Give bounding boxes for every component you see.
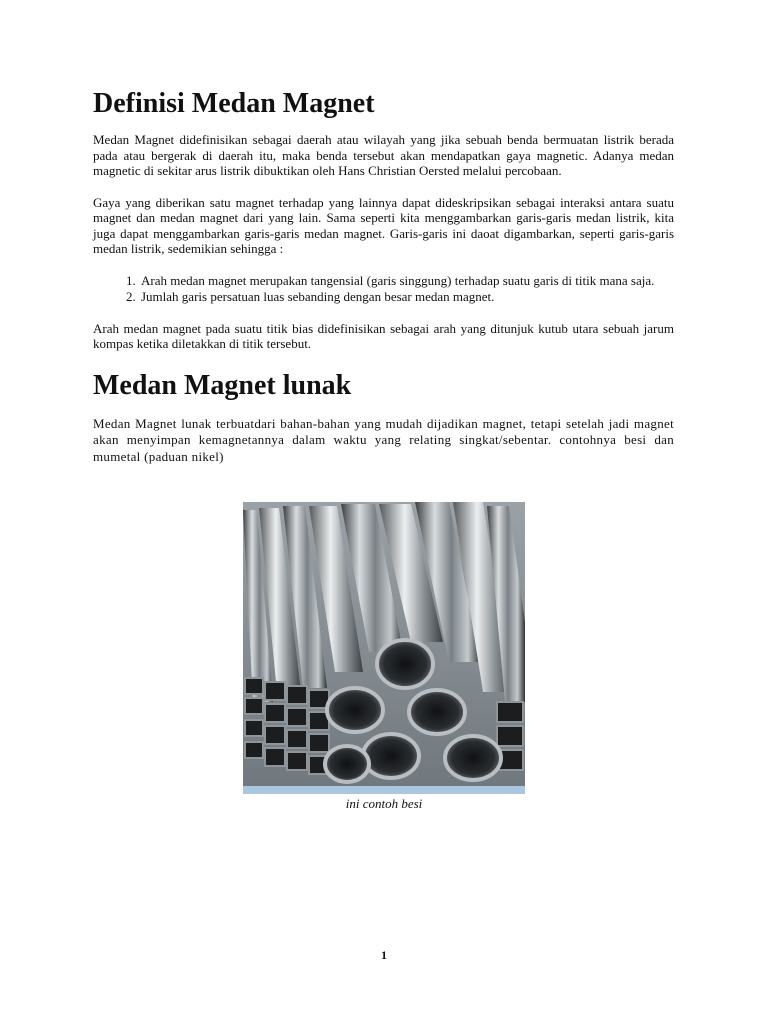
page-number: 1 <box>381 948 387 962</box>
numbered-list <box>93 273 674 305</box>
list-item: 1. Arah medan magnet merupakan tangensial (garis singgung) terhadap suatu garis di titik mana saja. <box>139 273 674 289</box>
list-item: 2. Jumlah garis persatuan luas sebanding dengan besar medan magnet. <box>139 289 674 305</box>
section-title-definisi: Definisi Medan Magnet <box>93 88 375 119</box>
steel-pipes-photo <box>243 502 525 794</box>
paragraph-definisi-3: Arah medan magnet pada suatu titik bias didefinisikan sebagai arah yang ditunjuk kutub utara sebuah jarum kompas ketika diletakkan di titik tersebut. <box>93 320 674 351</box>
section-title-lunak: Medan Magnet lunak <box>93 369 352 401</box>
paragraph-definisi-1: Medan Magnet didefinisikan sebagai daerah atau wilayah yang jika sebuah benda bermuatan listrik berada pada atau bergerak di daerah itu, maka benda tersebut akan mendapatkan gaya magnetic. Adanya medan magnetic di sekitar arus listrik dibuktikan oleh Hans Christian Oersted melalui percobaan. <box>93 132 674 178</box>
page-content <box>93 86 674 465</box>
figure-caption: ini contoh besi <box>345 796 423 811</box>
paragraph-lunak-1: Medan Magnet lunak terbuatdari bahan-bahan yang mudah dijadikan magnet, tetapi setelah jadi magnet akan menyimpan kemagnetannya dalam waktu yang relating singkat/sebentar. contohnya besi dan mumetal (paduan nikel) <box>93 415 674 464</box>
paragraph-definisi-2: Gaya yang diberikan satu magnet terhadap yang lainnya dapat dideskripsikan sebagai interaksi antara suatu magnet dan medan magnet dari yang lain. Sama seperti kita menggambarkan garis-garis medan listrik, kita juga dapat menggambarkan garis-garis medan magnet. Garis-garis ini daoat digambarkan, seperti garis-garis medan listrik, sedemikian sehingga : <box>93 194 674 256</box>
